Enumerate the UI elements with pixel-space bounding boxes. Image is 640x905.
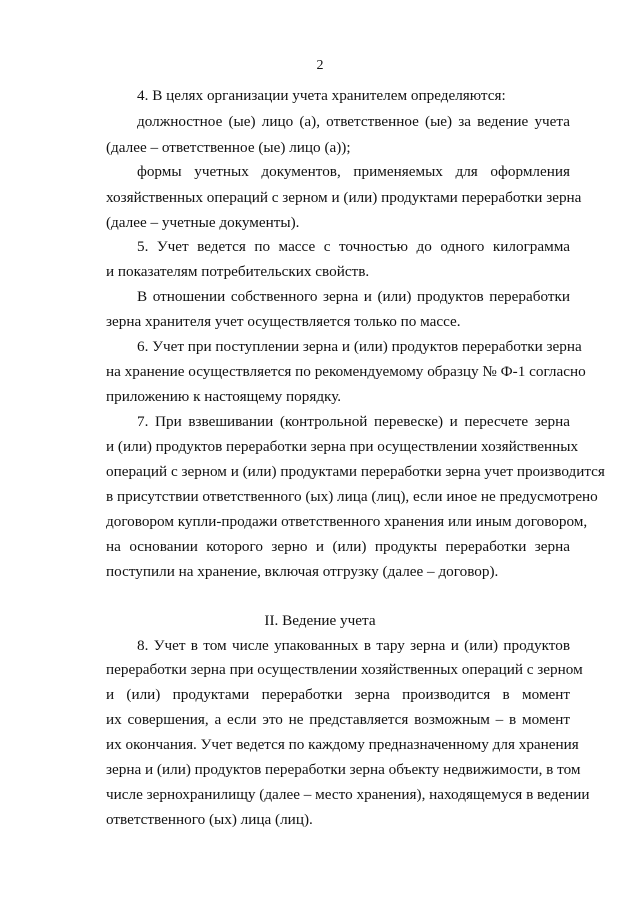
text-line: на хранение осуществляется по рекомендуемому образцу № Ф-1 согласно [106, 363, 586, 380]
text-line: 6. Учет при поступлении зерна и (или) продуктов переработки зерна [137, 338, 582, 355]
text-line: и показателям потребительских свойств. [106, 263, 370, 280]
text-line: зерна и (или) продуктов переработки зерна объекту недвижимости, в том [106, 761, 581, 778]
text-line: числе зернохранилищу (далее – место хранения), находящемуся в ведении [106, 786, 590, 803]
text-line: переработки зерна при осуществлении хозяйственных операций с зерном [106, 661, 583, 678]
text-line: поступили на хранение, включая отгрузку (далее – договор). [106, 563, 499, 580]
text-line: операций с зерном и (или) продуктами переработки зерна учет производится [106, 463, 605, 480]
text-line: 5. Учет ведется по массе с точностью до одного килограмма [137, 238, 570, 255]
text-line: зерна хранителя учет осуществляется только по массе. [106, 313, 461, 330]
text-line: хозяйственных операций с зерном и (или) продуктами переработки зерна [106, 189, 582, 206]
text-line: и (или) продуктами переработки зерна производится в момент [106, 686, 570, 703]
text-line: ответственного (ых) лица (лиц). [106, 811, 313, 828]
text-line: должностное (ые) лицо (а), ответственное (ые) за ведение учета [137, 113, 570, 130]
text-line: (далее – ответственное (ые) лицо (а)); [106, 139, 351, 156]
text-line: и (или) продуктов переработки зерна при осуществлении хозяйственных [106, 438, 579, 455]
text-line: приложению к настоящему порядку. [106, 388, 342, 405]
page-number: 2 [316, 58, 324, 73]
text-line: (далее – учетные документы). [106, 214, 300, 231]
text-line: в присутствии ответственного (ых) лица (лиц), если иное не предусмотрено [106, 488, 598, 505]
text-line: 7. При взвешивании (контрольной перевеске) и пересчете зерна [137, 413, 570, 430]
text-line: их совершения, а если это не представляется возможным – в момент [106, 711, 570, 728]
text-line: В отношении собственного зерна и (или) продуктов переработки [137, 288, 570, 305]
text-line: 4. В целях организации учета хранителем определяются: [137, 87, 506, 104]
text-line: 8. Учет в том числе упакованных в тару зерна и (или) продуктов [137, 637, 570, 654]
text-line: договором купли-продажи ответственного хранения или иным договором, [106, 513, 588, 530]
text-line: их окончания. Учет ведется по каждому предназначенному для хранения [106, 736, 579, 753]
section-heading: II. Ведение учета [264, 612, 376, 629]
text-line: формы учетных документов, применяемых для оформления [137, 163, 570, 180]
text-line: на основании которого зерно и (или) продукты переработки зерна [106, 538, 570, 555]
